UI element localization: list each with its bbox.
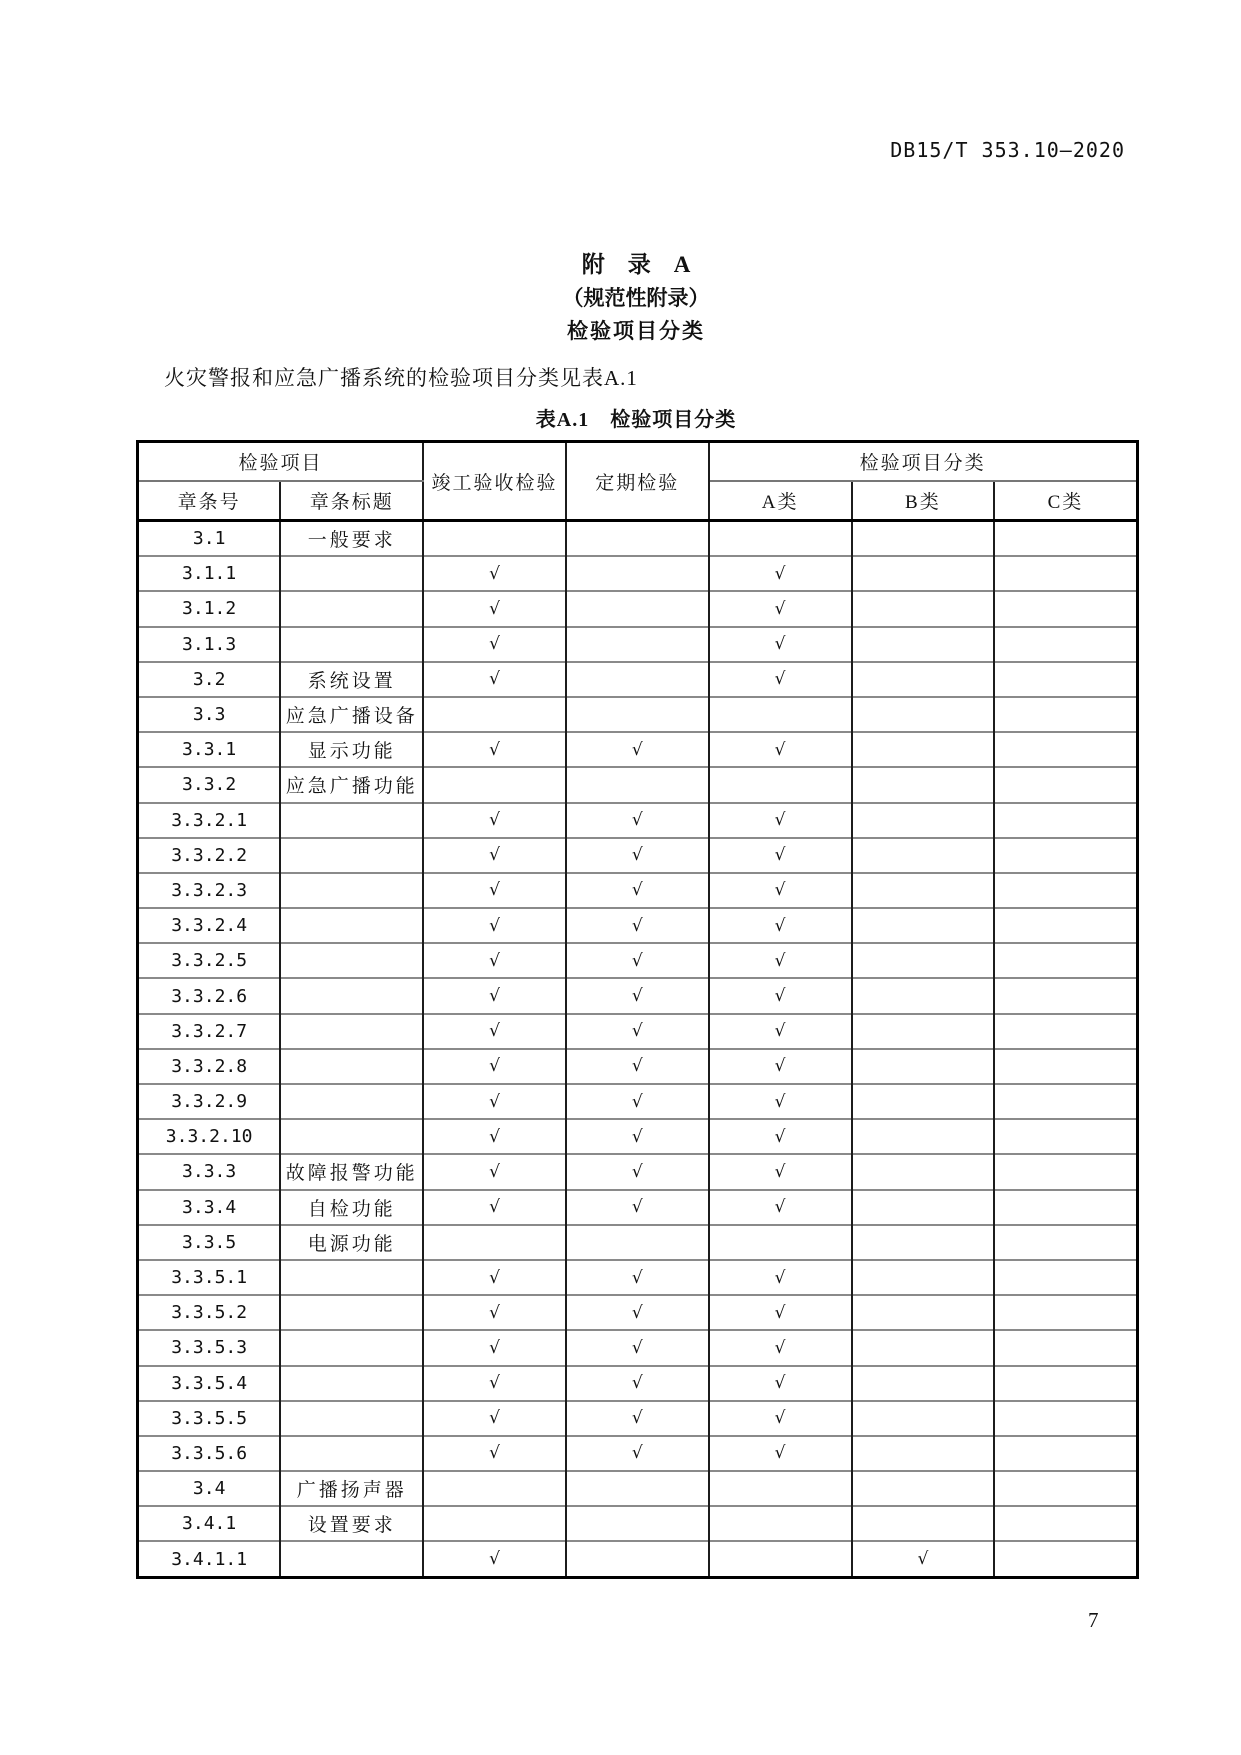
completion-inspection-checkmark: √ — [423, 1119, 566, 1154]
clause-no-cell: 3.4 — [138, 1471, 281, 1506]
class-b-cell — [852, 556, 995, 591]
class-a-checkmark: √ — [709, 873, 852, 908]
clause-title-cell — [280, 1049, 423, 1084]
clause-no-cell: 3.3.2.10 — [138, 1119, 281, 1154]
completion-inspection-checkmark: √ — [423, 803, 566, 838]
class-b-cell — [852, 1084, 995, 1119]
class-c-cell — [994, 1436, 1137, 1471]
clause-no-cell: 3.1.1 — [138, 556, 281, 591]
clause-no-cell: 3.3.5.5 — [138, 1401, 281, 1436]
class-c-cell — [994, 1225, 1137, 1260]
appendix-subtitle: （规范性附录） — [562, 286, 710, 310]
table-row — [138, 1119, 1138, 1154]
class-a-checkmark: √ — [709, 838, 852, 873]
class-b-cell — [852, 1366, 995, 1401]
periodic-inspection-checkmark: √ — [566, 838, 709, 873]
clause-no-cell: 3.3.5.3 — [138, 1330, 281, 1365]
header-periodic-inspection: 定期检验 — [566, 442, 709, 521]
periodic-inspection-checkmark: √ — [566, 803, 709, 838]
class-b-cell — [852, 767, 995, 802]
table-row — [138, 943, 1138, 978]
clause-no-cell: 3.1.2 — [138, 591, 281, 626]
clause-title-cell — [280, 873, 423, 908]
clause-no-cell: 3.3.5.1 — [138, 1260, 281, 1295]
completion-inspection-checkmark: √ — [423, 627, 566, 662]
periodic-inspection-checkmark: √ — [566, 1154, 709, 1189]
table-row — [138, 1401, 1138, 1436]
class-b-cell — [852, 1190, 995, 1225]
class-a-cell — [709, 767, 852, 802]
class-b-cell — [852, 1119, 995, 1154]
periodic-inspection-cell — [566, 697, 709, 732]
class-c-cell — [994, 627, 1137, 662]
class-c-cell — [994, 803, 1137, 838]
page-number: 7 — [1088, 1608, 1099, 1632]
class-a-checkmark: √ — [709, 1436, 852, 1471]
table-row — [138, 803, 1138, 838]
clause-title-cell — [280, 1541, 423, 1577]
table-row — [138, 521, 1138, 557]
intro-paragraph: 火灾警报和应急广播系统的检验项目分类见表A.1 — [164, 366, 638, 390]
class-b-cell — [852, 1330, 995, 1365]
class-c-cell — [994, 1119, 1137, 1154]
class-a-checkmark: √ — [709, 1190, 852, 1225]
table-row — [138, 1366, 1138, 1401]
class-c-cell — [994, 1401, 1137, 1436]
inspection-classification-table — [136, 440, 1139, 1579]
clause-title-cell — [280, 803, 423, 838]
class-a-checkmark: √ — [709, 627, 852, 662]
periodic-inspection-cell — [566, 627, 709, 662]
completion-inspection-checkmark: √ — [423, 978, 566, 1013]
table-row — [138, 1154, 1138, 1189]
clause-no-cell: 3.3.2.1 — [138, 803, 281, 838]
completion-inspection-checkmark: √ — [423, 732, 566, 767]
class-c-cell — [994, 978, 1137, 1013]
class-a-checkmark: √ — [709, 662, 852, 697]
header-inspection-item: 检验项目 — [138, 442, 424, 482]
class-c-cell — [994, 591, 1137, 626]
class-b-cell — [852, 1436, 995, 1471]
periodic-inspection-cell — [566, 662, 709, 697]
header-row-groups — [138, 442, 1138, 482]
clause-title-cell — [280, 978, 423, 1013]
clause-title-cell — [280, 1366, 423, 1401]
completion-inspection-checkmark: √ — [423, 591, 566, 626]
class-c-cell — [994, 732, 1137, 767]
periodic-inspection-checkmark: √ — [566, 1119, 709, 1154]
completion-inspection-cell — [423, 767, 566, 802]
periodic-inspection-checkmark: √ — [566, 873, 709, 908]
periodic-inspection-cell — [566, 521, 709, 557]
completion-inspection-checkmark: √ — [423, 1084, 566, 1119]
class-b-cell — [852, 627, 995, 662]
class-c-cell — [994, 521, 1137, 557]
clause-no-cell: 3.3.2.8 — [138, 1049, 281, 1084]
table-row — [138, 1330, 1138, 1365]
appendix-heading: 检验项目分类 — [567, 319, 705, 343]
class-b-cell — [852, 978, 995, 1013]
class-c-cell — [994, 873, 1137, 908]
class-a-cell — [709, 1225, 852, 1260]
class-a-checkmark: √ — [709, 1366, 852, 1401]
table-row — [138, 591, 1138, 626]
clause-no-cell: 3.3.4 — [138, 1190, 281, 1225]
table-row — [138, 1190, 1138, 1225]
header-class-a: A类 — [709, 481, 852, 521]
class-c-cell — [994, 1330, 1137, 1365]
clause-no-cell: 3.3.5.4 — [138, 1366, 281, 1401]
periodic-inspection-cell — [566, 1541, 709, 1577]
table-row — [138, 556, 1138, 591]
class-c-cell — [994, 662, 1137, 697]
class-c-cell — [994, 1084, 1137, 1119]
table-row — [138, 1436, 1138, 1471]
clause-no-cell: 3.4.1 — [138, 1506, 281, 1541]
class-a-checkmark: √ — [709, 908, 852, 943]
class-b-cell — [852, 908, 995, 943]
class-c-cell — [994, 838, 1137, 873]
class-a-checkmark: √ — [709, 1260, 852, 1295]
class-a-checkmark: √ — [709, 1084, 852, 1119]
completion-inspection-checkmark: √ — [423, 1154, 566, 1189]
completion-inspection-cell — [423, 697, 566, 732]
periodic-inspection-cell — [566, 556, 709, 591]
class-a-checkmark: √ — [709, 732, 852, 767]
clause-title-cell: 故障报警功能 — [280, 1154, 423, 1189]
clause-no-cell: 3.3.2.4 — [138, 908, 281, 943]
table-row — [138, 873, 1138, 908]
completion-inspection-checkmark: √ — [423, 1436, 566, 1471]
clause-title-cell: 电源功能 — [280, 1225, 423, 1260]
clause-title-cell: 自检功能 — [280, 1190, 423, 1225]
clause-title-cell — [280, 1330, 423, 1365]
table-row — [138, 662, 1138, 697]
class-c-cell — [994, 1295, 1137, 1330]
class-b-cell — [852, 838, 995, 873]
periodic-inspection-checkmark: √ — [566, 1260, 709, 1295]
clause-title-cell: 设置要求 — [280, 1506, 423, 1541]
periodic-inspection-cell — [566, 1225, 709, 1260]
completion-inspection-checkmark: √ — [423, 1190, 566, 1225]
class-b-cell — [852, 943, 995, 978]
clause-no-cell: 3.3.2.6 — [138, 978, 281, 1013]
class-a-checkmark: √ — [709, 803, 852, 838]
class-a-checkmark: √ — [709, 1014, 852, 1049]
completion-inspection-cell — [423, 1471, 566, 1506]
periodic-inspection-checkmark: √ — [566, 978, 709, 1013]
clause-no-cell: 3.3.1 — [138, 732, 281, 767]
clause-no-cell: 3.3.3 — [138, 1154, 281, 1189]
class-c-cell — [994, 943, 1137, 978]
class-b-cell — [852, 873, 995, 908]
completion-inspection-checkmark: √ — [423, 1295, 566, 1330]
table-row — [138, 1541, 1138, 1577]
table-row — [138, 838, 1138, 873]
class-c-cell — [994, 697, 1137, 732]
table-caption: 表A.1 检验项目分类 — [535, 409, 737, 431]
completion-inspection-checkmark: √ — [423, 1330, 566, 1365]
class-c-cell — [994, 1541, 1137, 1577]
class-c-cell — [994, 1190, 1137, 1225]
class-c-cell — [994, 1506, 1137, 1541]
clause-title-cell: 广播扬声器 — [280, 1471, 423, 1506]
completion-inspection-checkmark: √ — [423, 1014, 566, 1049]
table-header — [138, 442, 1138, 521]
periodic-inspection-checkmark: √ — [566, 1190, 709, 1225]
header-completion-inspection: 竣工验收检验 — [423, 442, 566, 521]
class-c-cell — [994, 1471, 1137, 1506]
periodic-inspection-checkmark: √ — [566, 1295, 709, 1330]
class-a-checkmark: √ — [709, 591, 852, 626]
periodic-inspection-cell — [566, 767, 709, 802]
class-c-cell — [994, 1154, 1137, 1189]
class-c-cell — [994, 767, 1137, 802]
class-a-cell — [709, 697, 852, 732]
appendix-title: 附 录 A — [581, 252, 691, 277]
clause-no-cell: 3.3.5.6 — [138, 1436, 281, 1471]
clause-no-cell: 3.4.1.1 — [138, 1541, 281, 1577]
periodic-inspection-checkmark: √ — [566, 1436, 709, 1471]
clause-no-cell: 3.3.2.3 — [138, 873, 281, 908]
clause-title-cell — [280, 1014, 423, 1049]
header-item-classification: 检验项目分类 — [709, 442, 1137, 482]
periodic-inspection-cell — [566, 1471, 709, 1506]
class-b-cell — [852, 1295, 995, 1330]
clause-title-cell — [280, 943, 423, 978]
class-c-cell — [994, 1014, 1137, 1049]
class-b-cell — [852, 697, 995, 732]
class-b-cell — [852, 1014, 995, 1049]
standard-number: DB15/T 353.10—2020 — [890, 138, 1125, 162]
clause-title-cell — [280, 556, 423, 591]
periodic-inspection-checkmark: √ — [566, 1330, 709, 1365]
table-row — [138, 978, 1138, 1013]
periodic-inspection-checkmark: √ — [566, 1401, 709, 1436]
table-row — [138, 627, 1138, 662]
class-c-cell — [994, 1049, 1137, 1084]
class-b-cell — [852, 1049, 995, 1084]
class-b-cell — [852, 1225, 995, 1260]
clause-no-cell: 3.1.3 — [138, 627, 281, 662]
completion-inspection-checkmark: √ — [423, 662, 566, 697]
clause-title-cell: 系统设置 — [280, 662, 423, 697]
completion-inspection-checkmark: √ — [423, 838, 566, 873]
completion-inspection-cell — [423, 1506, 566, 1541]
class-a-cell — [709, 1541, 852, 1577]
periodic-inspection-cell — [566, 591, 709, 626]
clause-title-cell — [280, 1436, 423, 1471]
table-row — [138, 732, 1138, 767]
table-row — [138, 697, 1138, 732]
class-a-checkmark: √ — [709, 978, 852, 1013]
table-row — [138, 1084, 1138, 1119]
header-class-c: C类 — [994, 481, 1137, 521]
completion-inspection-checkmark: √ — [423, 556, 566, 591]
periodic-inspection-checkmark: √ — [566, 1084, 709, 1119]
periodic-inspection-checkmark: √ — [566, 1014, 709, 1049]
clause-no-cell: 3.3.2.9 — [138, 1084, 281, 1119]
table-row — [138, 1049, 1138, 1084]
class-b-cell — [852, 1401, 995, 1436]
class-b-cell — [852, 1154, 995, 1189]
clause-no-cell: 3.3.2.2 — [138, 838, 281, 873]
class-c-cell — [994, 1260, 1137, 1295]
class-c-cell — [994, 908, 1137, 943]
clause-title-cell — [280, 908, 423, 943]
table-body — [138, 521, 1138, 1578]
periodic-inspection-checkmark: √ — [566, 1366, 709, 1401]
table-row — [138, 767, 1138, 802]
table-row — [138, 1260, 1138, 1295]
completion-inspection-checkmark: √ — [423, 873, 566, 908]
class-a-checkmark: √ — [709, 1295, 852, 1330]
class-b-cell — [852, 521, 995, 557]
clause-no-cell: 3.3 — [138, 697, 281, 732]
completion-inspection-checkmark: √ — [423, 1049, 566, 1084]
completion-inspection-checkmark: √ — [423, 1260, 566, 1295]
completion-inspection-checkmark: √ — [423, 1366, 566, 1401]
table-row — [138, 1471, 1138, 1506]
clause-no-cell: 3.3.2.5 — [138, 943, 281, 978]
completion-inspection-checkmark: √ — [423, 1541, 566, 1577]
table-row — [138, 1014, 1138, 1049]
clause-no-cell: 3.3.5 — [138, 1225, 281, 1260]
class-a-cell — [709, 521, 852, 557]
class-b-cell — [852, 1260, 995, 1295]
class-a-checkmark: √ — [709, 1119, 852, 1154]
completion-inspection-cell — [423, 521, 566, 557]
class-a-checkmark: √ — [709, 1049, 852, 1084]
class-b-cell — [852, 591, 995, 626]
completion-inspection-checkmark: √ — [423, 1401, 566, 1436]
periodic-inspection-checkmark: √ — [566, 1049, 709, 1084]
class-b-checkmark: √ — [852, 1541, 995, 1577]
class-a-cell — [709, 1506, 852, 1541]
clause-title-cell: 应急广播功能 — [280, 767, 423, 802]
clause-no-cell: 3.3.5.2 — [138, 1295, 281, 1330]
header-clause-title: 章条标题 — [280, 481, 423, 521]
header-clause-number: 章条号 — [138, 481, 281, 521]
table-row — [138, 1506, 1138, 1541]
clause-title-cell: 一般要求 — [280, 521, 423, 557]
class-b-cell — [852, 803, 995, 838]
class-a-checkmark: √ — [709, 943, 852, 978]
clause-title-cell — [280, 838, 423, 873]
clause-no-cell: 3.3.2 — [138, 767, 281, 802]
periodic-inspection-checkmark: √ — [566, 908, 709, 943]
class-c-cell — [994, 1366, 1137, 1401]
clause-no-cell: 3.1 — [138, 521, 281, 557]
completion-inspection-cell — [423, 1225, 566, 1260]
clause-title-cell: 应急广播设备 — [280, 697, 423, 732]
class-a-checkmark: √ — [709, 1401, 852, 1436]
clause-title-cell — [280, 1401, 423, 1436]
periodic-inspection-checkmark: √ — [566, 732, 709, 767]
header-class-b: B类 — [852, 481, 995, 521]
class-b-cell — [852, 732, 995, 767]
periodic-inspection-cell — [566, 1506, 709, 1541]
clause-no-cell: 3.3.2.7 — [138, 1014, 281, 1049]
periodic-inspection-checkmark: √ — [566, 943, 709, 978]
completion-inspection-checkmark: √ — [423, 908, 566, 943]
class-a-checkmark: √ — [709, 556, 852, 591]
clause-title-cell — [280, 591, 423, 626]
table-row — [138, 908, 1138, 943]
class-b-cell — [852, 1471, 995, 1506]
class-c-cell — [994, 556, 1137, 591]
table-row — [138, 1295, 1138, 1330]
class-a-checkmark: √ — [709, 1154, 852, 1189]
completion-inspection-checkmark: √ — [423, 943, 566, 978]
clause-title-cell — [280, 1295, 423, 1330]
class-a-cell — [709, 1471, 852, 1506]
clause-title-cell — [280, 1260, 423, 1295]
table-row — [138, 1225, 1138, 1260]
clause-title-cell — [280, 627, 423, 662]
class-a-checkmark: √ — [709, 1330, 852, 1365]
class-b-cell — [852, 1506, 995, 1541]
clause-title-cell: 显示功能 — [280, 732, 423, 767]
class-b-cell — [852, 662, 995, 697]
clause-title-cell — [280, 1119, 423, 1154]
clause-no-cell: 3.2 — [138, 662, 281, 697]
clause-title-cell — [280, 1084, 423, 1119]
